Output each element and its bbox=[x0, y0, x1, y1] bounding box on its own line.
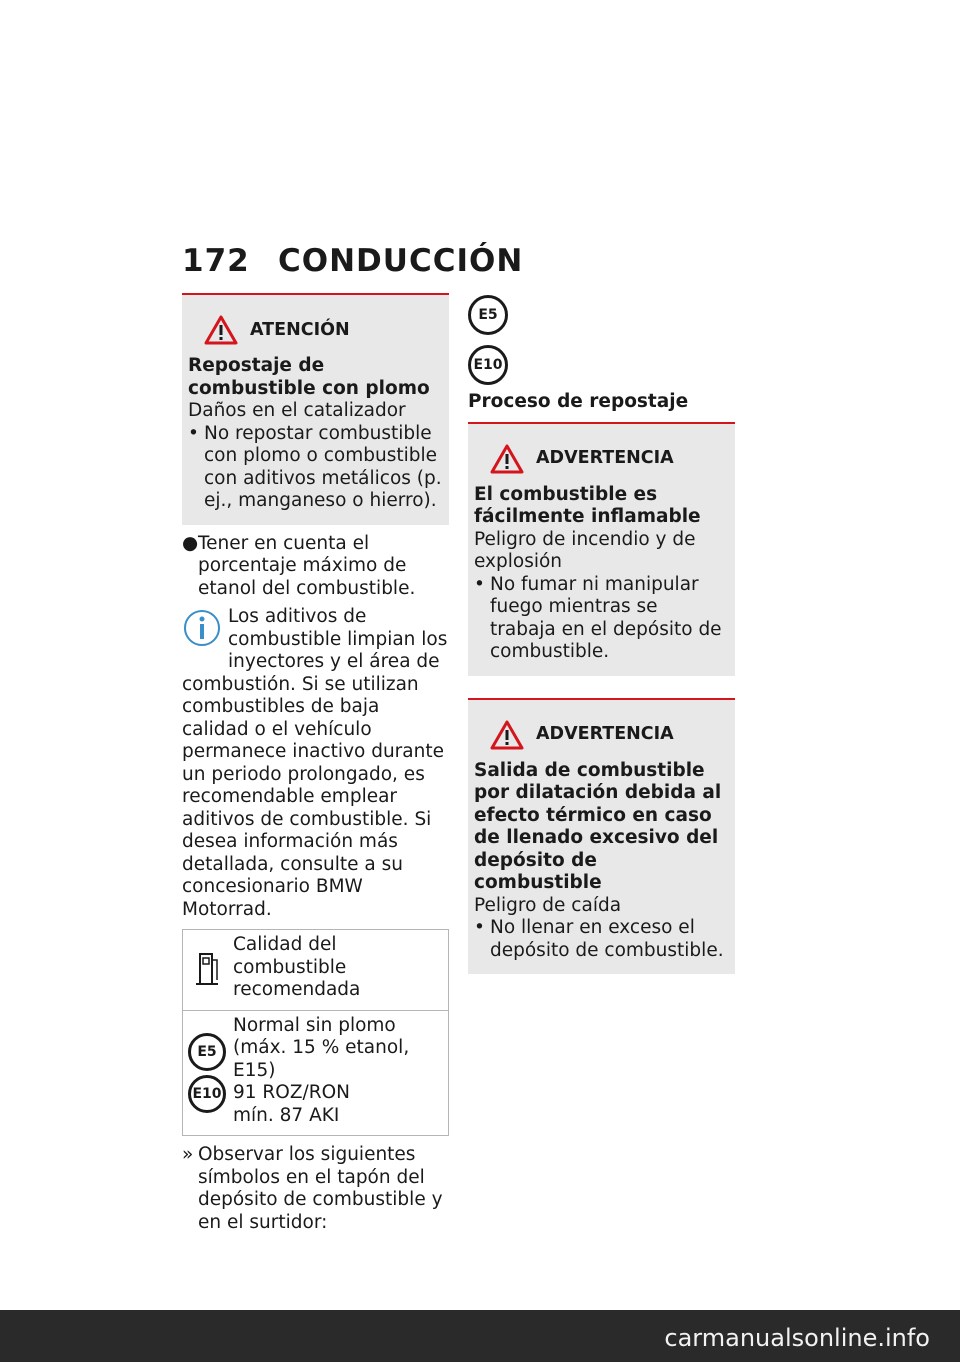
warning-label: ADVERTENCIA bbox=[536, 448, 674, 469]
warning-subtitle: Peligro de caída bbox=[474, 894, 622, 916]
ethanol-bullet: ● Tener en cuenta el porcentaje máximo de etanol del combustible. bbox=[182, 533, 449, 601]
attention-label: ATENCIÓN bbox=[250, 319, 350, 340]
attention-title: Repostaje de combustible con plomo bbox=[188, 355, 430, 399]
watermark: carmanualsonline.info bbox=[664, 1324, 930, 1352]
spec-fuel-line3: mín. 87 AKI bbox=[233, 1104, 340, 1126]
section-title: CONDUCCIÓN bbox=[278, 243, 524, 279]
e5-badge: E5 bbox=[188, 1033, 226, 1071]
left-column bbox=[182, 293, 449, 1234]
warning-bullet: No llenar en exceso el depósito de combustible. bbox=[490, 917, 724, 961]
action-step-text: Observar los siguientes símbolos en el tapón del depósito de combustible y en el surtidor: bbox=[198, 1144, 443, 1233]
spec-fuel-line1: Normal sin plomo (máx. 15 % etanol, E15) bbox=[233, 1014, 410, 1081]
fuel-pump-icon bbox=[192, 950, 222, 990]
spec-fuel-line2: 91 ROZ/RON bbox=[233, 1082, 350, 1103]
warning-triangle-icon bbox=[490, 444, 524, 474]
warning-box-overflow: ADVERTENCIA Salida de combustible por dilatación debida al efecto térmico en caso de llenado excesivo del depósito de combustible Peligro de caída • No llenar en exceso el depósito de combustible. bbox=[468, 698, 735, 975]
warning-bullet: No fumar ni manipular fuego mientras se trabaja en el depósito de combustible. bbox=[490, 573, 722, 662]
e5-badge-large: E5 bbox=[468, 295, 508, 335]
page-header bbox=[182, 243, 523, 279]
e10-badge: E10 bbox=[188, 1075, 226, 1113]
info-note bbox=[182, 606, 449, 921]
warning-triangle-icon bbox=[204, 315, 238, 345]
info-icon bbox=[182, 606, 222, 652]
right-column bbox=[468, 293, 735, 974]
spec-row-quality bbox=[183, 930, 448, 1010]
warning-subtitle: Peligro de incendio y de explosión bbox=[474, 528, 696, 572]
footer-bar bbox=[0, 1310, 960, 1362]
page-number: 172 bbox=[182, 243, 250, 279]
spec-row-fuel bbox=[183, 1010, 448, 1136]
e10-badge-large: E10 bbox=[468, 345, 508, 385]
attention-bullet-text: No repostar combustible con plomo o combustible con aditivos metálicos (p. ej., manganeso o hierro). bbox=[204, 422, 442, 511]
warning-box-flammable: ADVERTENCIA El combustible es fácilmente inflamable Peligro de incendio y de explosión • No fumar ni manipular fuego mientras se trabaja en el depósito de combustible. bbox=[468, 422, 735, 676]
warning-title: Salida de combustible por dilatación debida al efecto térmico en caso de llenado excesivo del depósito de combustible bbox=[474, 759, 722, 893]
ethanol-bullet-text: Tener en cuenta el porcentaje máximo de etanol del combustible. bbox=[198, 532, 416, 599]
warning-label: ADVERTENCIA bbox=[536, 724, 674, 745]
warning-triangle-icon bbox=[490, 720, 524, 750]
action-step: » Observar los siguientes símbolos en el tapón del depósito de combustible y en el surtidor: bbox=[182, 1144, 449, 1234]
info-text: Los aditivos de combustible limpian los inyectores y el área de combustión. Si se utilizan combustibles de baja calidad o el vehículo permanece inactivo durante un periodo prolongado, es recomendable emplear aditivos de combustible. Si desea información más detallada, consulte a su concesionario BMW Motorrad. bbox=[182, 606, 448, 920]
fuel-spec-table bbox=[182, 929, 449, 1136]
refuel-heading: Proceso de repostaje bbox=[468, 391, 689, 412]
warning-title: El combustible es fácilmente inflamable bbox=[474, 483, 701, 527]
spec-quality-text: Calidad del combustible recomendada bbox=[233, 934, 361, 1000]
attention-box bbox=[182, 293, 449, 525]
attention-header bbox=[204, 315, 443, 345]
attention-bullet: • No repostar combustible con plomo o combustible con aditivos metálicos (p. ej., manganeso o hierro). bbox=[188, 422, 442, 511]
attention-subtitle: Daños en el catalizador bbox=[188, 400, 406, 421]
